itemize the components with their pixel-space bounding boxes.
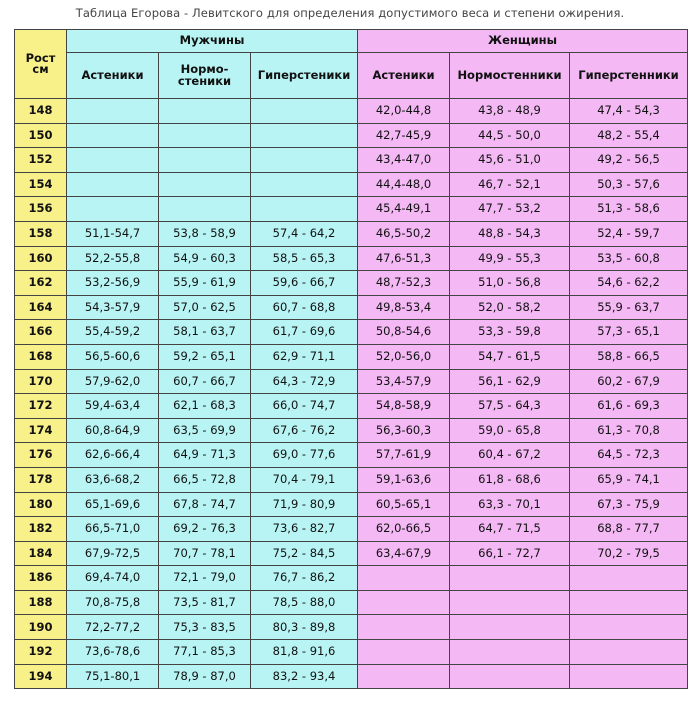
women-asthenic-cell bbox=[358, 640, 450, 665]
women-asthenic-cell: 42,7-45,9 bbox=[358, 123, 450, 148]
men-normosthenic-cell bbox=[159, 148, 251, 173]
table-row bbox=[15, 394, 688, 419]
table-row bbox=[15, 640, 688, 665]
women-hypersthenic-cell: 48,2 - 55,4 bbox=[570, 123, 688, 148]
men-hypersthenic-cell: 69,0 - 77,6 bbox=[251, 443, 358, 468]
women-normosthenic-cell: 51,0 - 56,8 bbox=[450, 271, 570, 296]
men-hypersthenic-cell: 62,9 - 71,1 bbox=[251, 344, 358, 369]
women-asthenic-cell: 48,7-52,3 bbox=[358, 271, 450, 296]
men-normosthenic-cell bbox=[159, 99, 251, 124]
men-asthenic-cell: 55,4-59,2 bbox=[67, 320, 159, 345]
table-row bbox=[15, 664, 688, 689]
table-row bbox=[15, 99, 688, 124]
men-asthenic-cell: 72,2-77,2 bbox=[67, 615, 159, 640]
women-asthenic-cell: 43,4-47,0 bbox=[358, 148, 450, 173]
table-row bbox=[15, 467, 688, 492]
men-normosthenic-cell: 62,1 - 68,3 bbox=[159, 394, 251, 419]
men-asthenic-cell: 62,6-66,4 bbox=[67, 443, 159, 468]
women-asthenic-cell bbox=[358, 566, 450, 591]
men-hypersthenic-cell: 78,5 - 88,0 bbox=[251, 590, 358, 615]
men-hypersthenic-cell: 83,2 - 93,4 bbox=[251, 664, 358, 689]
men-asthenic-cell: 59,4-63,4 bbox=[67, 394, 159, 419]
women-hypersthenic-cell: 49,2 - 56,5 bbox=[570, 148, 688, 173]
women-hypersthenic-cell: 61,3 - 70,8 bbox=[570, 418, 688, 443]
men-hypersthenic-cell: 75,2 - 84,5 bbox=[251, 541, 358, 566]
women-hypersthenic-cell: 47,4 - 54,3 bbox=[570, 99, 688, 124]
height-cell: 190 bbox=[15, 615, 67, 640]
men-normosthenic-header bbox=[159, 53, 251, 99]
men-normosthenic-cell: 54,9 - 60,3 bbox=[159, 246, 251, 271]
men-asthenic-cell bbox=[67, 123, 159, 148]
height-cell: 150 bbox=[15, 123, 67, 148]
women-normosthenic-cell: 52,0 - 58,2 bbox=[450, 295, 570, 320]
women-normosthenic-cell: 54,7 - 61,5 bbox=[450, 344, 570, 369]
men-hypersthenic-cell: 70,4 - 79,1 bbox=[251, 467, 358, 492]
men-asthenic-cell: 73,6-78,6 bbox=[67, 640, 159, 665]
men-hypersthenic-cell: 59,6 - 66,7 bbox=[251, 271, 358, 296]
men-hypersthenic-cell: 57,4 - 64,2 bbox=[251, 221, 358, 246]
women-normosthenic-cell: 56,1 - 62,9 bbox=[450, 369, 570, 394]
women-normosthenic-cell bbox=[450, 664, 570, 689]
height-cell: 164 bbox=[15, 295, 67, 320]
men-normosthenic-cell: 60,7 - 66,7 bbox=[159, 369, 251, 394]
men-asthenic-cell: 51,1-54,7 bbox=[67, 221, 159, 246]
women-asthenic-cell: 54,8-58,9 bbox=[358, 394, 450, 419]
women-hypersthenic-cell: 68,8 - 77,7 bbox=[570, 517, 688, 542]
women-hypersthenic-cell: 55,9 - 63,7 bbox=[570, 295, 688, 320]
men-asthenic-cell: 60,8-64,9 bbox=[67, 418, 159, 443]
men-asthenic-cell: 75,1-80,1 bbox=[67, 664, 159, 689]
men-hypersthenic-cell bbox=[251, 99, 358, 124]
height-cell: 182 bbox=[15, 517, 67, 542]
women-asthenic-cell: 53,4-57,9 bbox=[358, 369, 450, 394]
men-normo-line2: стеники bbox=[177, 73, 232, 88]
women-asthenic-cell: 52,0-56,0 bbox=[358, 344, 450, 369]
table-row bbox=[15, 369, 688, 394]
men-normosthenic-cell: 63,5 - 69,9 bbox=[159, 418, 251, 443]
women-normosthenic-cell: 53,3 - 59,8 bbox=[450, 320, 570, 345]
women-hypersthenic-cell: 67,3 - 75,9 bbox=[570, 492, 688, 517]
men-hypersthenic-cell: 64,3 - 72,9 bbox=[251, 369, 358, 394]
women-asthenic-header: Астеники bbox=[358, 53, 450, 99]
women-normosthenic-header: Нормостенники bbox=[450, 53, 570, 99]
women-hypersthenic-cell: 58,8 - 66,5 bbox=[570, 344, 688, 369]
height-cell: 172 bbox=[15, 394, 67, 419]
height-header-line1: Рост bbox=[25, 50, 56, 65]
men-hypersthenic-cell: 58,5 - 65,3 bbox=[251, 246, 358, 271]
women-hypersthenic-cell bbox=[570, 640, 688, 665]
height-cell: 148 bbox=[15, 99, 67, 124]
women-normosthenic-cell: 57,5 - 64,3 bbox=[450, 394, 570, 419]
women-asthenic-cell: 60,5-65,1 bbox=[358, 492, 450, 517]
table-row bbox=[15, 344, 688, 369]
men-asthenic-cell: 66,5-71,0 bbox=[67, 517, 159, 542]
men-asthenic-cell: 56,5-60,6 bbox=[67, 344, 159, 369]
men-normosthenic-cell: 55,9 - 61,9 bbox=[159, 271, 251, 296]
height-cell: 186 bbox=[15, 566, 67, 591]
men-normosthenic-cell bbox=[159, 197, 251, 222]
height-header-line2: см bbox=[32, 62, 49, 76]
table-row bbox=[15, 148, 688, 173]
women-normosthenic-cell: 43,8 - 48,9 bbox=[450, 99, 570, 124]
women-asthenic-cell: 62,0-66,5 bbox=[358, 517, 450, 542]
men-normosthenic-cell: 73,5 - 81,7 bbox=[159, 590, 251, 615]
men-asthenic-cell bbox=[67, 148, 159, 173]
women-hypersthenic-cell: 60,2 - 67,9 bbox=[570, 369, 688, 394]
women-normosthenic-cell: 48,8 - 54,3 bbox=[450, 221, 570, 246]
men-asthenic-cell: 67,9-72,5 bbox=[67, 541, 159, 566]
men-asthenic-cell bbox=[67, 99, 159, 124]
men-normosthenic-cell bbox=[159, 172, 251, 197]
men-asthenic-cell: 70,8-75,8 bbox=[67, 590, 159, 615]
women-normosthenic-cell: 60,4 - 67,2 bbox=[450, 443, 570, 468]
women-normosthenic-cell bbox=[450, 590, 570, 615]
women-asthenic-cell bbox=[358, 664, 450, 689]
women-hypersthenic-cell bbox=[570, 615, 688, 640]
men-normosthenic-cell: 66,5 - 72,8 bbox=[159, 467, 251, 492]
men-normosthenic-cell: 70,7 - 78,1 bbox=[159, 541, 251, 566]
women-hypersthenic-cell: 65,9 - 74,1 bbox=[570, 467, 688, 492]
men-normosthenic-cell: 67,8 - 74,7 bbox=[159, 492, 251, 517]
table-row bbox=[15, 492, 688, 517]
height-cell: 166 bbox=[15, 320, 67, 345]
table-row bbox=[15, 541, 688, 566]
women-asthenic-cell: 56,3-60,3 bbox=[358, 418, 450, 443]
men-normosthenic-cell: 69,2 - 76,3 bbox=[159, 517, 251, 542]
men-hypersthenic-cell: 61,7 - 69,6 bbox=[251, 320, 358, 345]
table-row bbox=[15, 443, 688, 468]
women-asthenic-cell bbox=[358, 590, 450, 615]
height-cell: 168 bbox=[15, 344, 67, 369]
men-normosthenic-cell: 58,1 - 63,7 bbox=[159, 320, 251, 345]
women-normosthenic-cell: 66,1 - 72,7 bbox=[450, 541, 570, 566]
men-hypersthenic-cell: 67,6 - 76,2 bbox=[251, 418, 358, 443]
weight-table bbox=[14, 29, 688, 689]
men-hypersthenic-cell: 66,0 - 74,7 bbox=[251, 394, 358, 419]
women-asthenic-cell: 50,8-54,6 bbox=[358, 320, 450, 345]
women-hypersthenic-cell: 51,3 - 58,6 bbox=[570, 197, 688, 222]
table-row bbox=[15, 418, 688, 443]
height-column-header bbox=[15, 30, 67, 99]
table-body bbox=[15, 99, 688, 689]
men-asthenic-cell: 57,9-62,0 bbox=[67, 369, 159, 394]
men-asthenic-cell: 65,1-69,6 bbox=[67, 492, 159, 517]
men-hypersthenic-cell: 60,7 - 68,8 bbox=[251, 295, 358, 320]
height-cell: 174 bbox=[15, 418, 67, 443]
women-asthenic-cell: 59,1-63,6 bbox=[358, 467, 450, 492]
table-row bbox=[15, 517, 688, 542]
men-asthenic-cell bbox=[67, 197, 159, 222]
table-row bbox=[15, 615, 688, 640]
height-cell: 178 bbox=[15, 467, 67, 492]
men-normosthenic-cell: 72,1 - 79,0 bbox=[159, 566, 251, 591]
women-hypersthenic-cell bbox=[570, 590, 688, 615]
men-hypersthenic-cell: 81,8 - 91,6 bbox=[251, 640, 358, 665]
height-cell: 158 bbox=[15, 221, 67, 246]
women-group-header: Женщины bbox=[358, 30, 688, 53]
height-cell: 160 bbox=[15, 246, 67, 271]
women-hypersthenic-cell: 52,4 - 59,7 bbox=[570, 221, 688, 246]
height-cell: 162 bbox=[15, 271, 67, 296]
men-normosthenic-cell: 78,9 - 87,0 bbox=[159, 664, 251, 689]
women-asthenic-cell: 44,4-48,0 bbox=[358, 172, 450, 197]
men-hypersthenic-cell: 76,7 - 86,2 bbox=[251, 566, 358, 591]
women-normosthenic-cell: 46,7 - 52,1 bbox=[450, 172, 570, 197]
men-asthenic-cell: 53,2-56,9 bbox=[67, 271, 159, 296]
table-row bbox=[15, 295, 688, 320]
height-cell: 156 bbox=[15, 197, 67, 222]
table-row bbox=[15, 172, 688, 197]
women-asthenic-cell: 45,4-49,1 bbox=[358, 197, 450, 222]
men-asthenic-cell: 63,6-68,2 bbox=[67, 467, 159, 492]
women-normosthenic-cell bbox=[450, 640, 570, 665]
men-normo-line1: Нормо- bbox=[180, 62, 229, 76]
table-row bbox=[15, 271, 688, 296]
women-hypersthenic-cell: 53,5 - 60,8 bbox=[570, 246, 688, 271]
men-normosthenic-cell: 57,0 - 62,5 bbox=[159, 295, 251, 320]
table-row bbox=[15, 590, 688, 615]
men-hypersthenic-cell bbox=[251, 197, 358, 222]
women-hypersthenic-cell: 64,5 - 72,3 bbox=[570, 443, 688, 468]
height-cell: 188 bbox=[15, 590, 67, 615]
table-row bbox=[15, 320, 688, 345]
men-normosthenic-cell: 64,9 - 71,3 bbox=[159, 443, 251, 468]
women-normosthenic-cell bbox=[450, 615, 570, 640]
men-hypersthenic-cell: 71,9 - 80,9 bbox=[251, 492, 358, 517]
women-normosthenic-cell: 61,8 - 68,6 bbox=[450, 467, 570, 492]
men-normosthenic-cell: 59,2 - 65,1 bbox=[159, 344, 251, 369]
men-group-header: Мужчины bbox=[67, 30, 358, 53]
men-asthenic-header: Астеники bbox=[67, 53, 159, 99]
women-hypersthenic-cell: 61,6 - 69,3 bbox=[570, 394, 688, 419]
women-normosthenic-cell: 47,7 - 53,2 bbox=[450, 197, 570, 222]
women-hypersthenic-cell bbox=[570, 566, 688, 591]
height-cell: 194 bbox=[15, 664, 67, 689]
table-title: Таблица Егорова - Левитского для определения допустимого веса и степени ожирения. bbox=[75, 6, 625, 20]
men-asthenic-cell: 52,2-55,8 bbox=[67, 246, 159, 271]
women-asthenic-cell: 42,0-44,8 bbox=[358, 99, 450, 124]
men-normosthenic-cell: 53,8 - 58,9 bbox=[159, 221, 251, 246]
women-normosthenic-cell: 45,6 - 51,0 bbox=[450, 148, 570, 173]
height-cell: 176 bbox=[15, 443, 67, 468]
height-cell: 184 bbox=[15, 541, 67, 566]
men-hypersthenic-header: Гиперстеники bbox=[251, 53, 358, 99]
women-normosthenic-cell: 63,3 - 70,1 bbox=[450, 492, 570, 517]
women-normosthenic-cell: 44,5 - 50,0 bbox=[450, 123, 570, 148]
table-row bbox=[15, 197, 688, 222]
women-asthenic-cell: 46,5-50,2 bbox=[358, 221, 450, 246]
table-row bbox=[15, 221, 688, 246]
women-normosthenic-cell: 59,0 - 65,8 bbox=[450, 418, 570, 443]
men-hypersthenic-cell: 80,3 - 89,8 bbox=[251, 615, 358, 640]
women-hypersthenic-cell: 57,3 - 65,1 bbox=[570, 320, 688, 345]
women-normosthenic-cell bbox=[450, 566, 570, 591]
height-cell: 154 bbox=[15, 172, 67, 197]
men-hypersthenic-cell: 73,6 - 82,7 bbox=[251, 517, 358, 542]
women-asthenic-cell: 63,4-67,9 bbox=[358, 541, 450, 566]
women-hypersthenic-cell bbox=[570, 664, 688, 689]
women-hypersthenic-header: Гиперстенники bbox=[570, 53, 688, 99]
women-hypersthenic-cell: 54,6 - 62,2 bbox=[570, 271, 688, 296]
height-cell: 180 bbox=[15, 492, 67, 517]
men-asthenic-cell: 69,4-74,0 bbox=[67, 566, 159, 591]
table-row bbox=[15, 123, 688, 148]
women-asthenic-cell: 57,7-61,9 bbox=[358, 443, 450, 468]
women-asthenic-cell: 49,8-53,4 bbox=[358, 295, 450, 320]
men-asthenic-cell bbox=[67, 172, 159, 197]
table-row bbox=[15, 566, 688, 591]
men-hypersthenic-cell bbox=[251, 123, 358, 148]
height-cell: 170 bbox=[15, 369, 67, 394]
men-normosthenic-cell: 75,3 - 83,5 bbox=[159, 615, 251, 640]
women-hypersthenic-cell: 50,3 - 57,6 bbox=[570, 172, 688, 197]
men-hypersthenic-cell bbox=[251, 148, 358, 173]
table-row bbox=[15, 246, 688, 271]
men-normosthenic-cell bbox=[159, 123, 251, 148]
women-asthenic-cell bbox=[358, 615, 450, 640]
women-normosthenic-cell: 49,9 - 55,3 bbox=[450, 246, 570, 271]
men-hypersthenic-cell bbox=[251, 172, 358, 197]
height-cell: 152 bbox=[15, 148, 67, 173]
women-normosthenic-cell: 64,7 - 71,5 bbox=[450, 517, 570, 542]
women-asthenic-cell: 47,6-51,3 bbox=[358, 246, 450, 271]
women-hypersthenic-cell: 70,2 - 79,5 bbox=[570, 541, 688, 566]
men-asthenic-cell: 54,3-57,9 bbox=[67, 295, 159, 320]
men-normosthenic-cell: 77,1 - 85,3 bbox=[159, 640, 251, 665]
height-cell: 192 bbox=[15, 640, 67, 665]
